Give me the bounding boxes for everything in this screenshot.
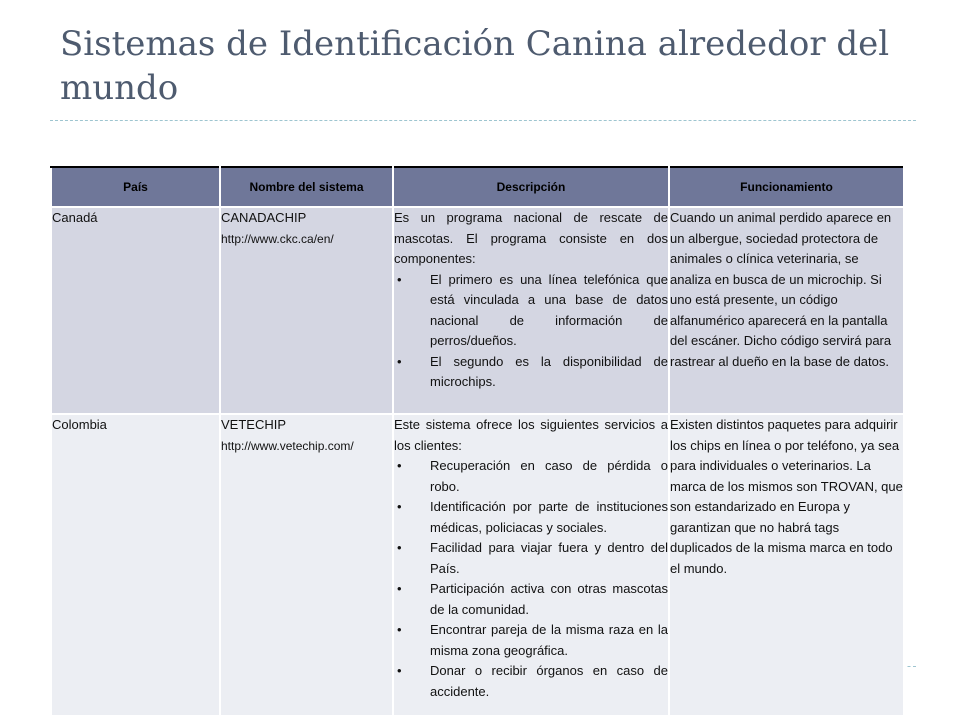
description-bullet: [394, 270, 668, 352]
system-name: CANADACHIP: [221, 210, 307, 225]
description-list: [394, 270, 668, 393]
bullet-text: Identificación por parte de instituciones médicas, policiacas y sociales.: [430, 499, 668, 535]
description-intro: Este sistema ofrece los siguientes servicios a los clientes:: [394, 417, 668, 453]
header-functioning: Funcionamiento: [669, 167, 904, 207]
bullet-icon: •: [397, 458, 402, 473]
description-bullet: [394, 538, 668, 579]
identification-systems-table: [50, 166, 905, 717]
description-bullet: [394, 456, 668, 497]
header-country: País: [51, 167, 220, 207]
description-list: [394, 456, 668, 702]
bullet-icon: •: [397, 540, 402, 555]
slide-title: Sistemas de Identificación Canina alrededor del mundo: [60, 24, 890, 108]
bullet-text: Donar o recibir órganos en caso de accidente.: [430, 663, 668, 699]
bullet-icon: •: [397, 353, 402, 369]
header-description: Descripción: [393, 167, 669, 207]
description-intro: Es un programa nacional de rescate de mascotas. El programa consiste en dos componentes:: [394, 210, 668, 266]
bullet-icon: •: [397, 622, 402, 637]
description-cell: [393, 207, 669, 414]
description-bullet: [394, 579, 668, 620]
bullet-text: Participación activa con otras mascotas de la comunidad.: [430, 581, 668, 617]
country-cell: Canadá: [51, 207, 220, 414]
system-name: VETECHIP: [221, 417, 287, 432]
country-cell: Colombia: [51, 414, 220, 716]
bullet-icon: •: [397, 663, 402, 678]
system-url: http://www.ckc.ca/en/: [221, 231, 334, 246]
description-bullet: [394, 497, 668, 538]
title-divider: [50, 120, 916, 121]
system-cell: [220, 414, 393, 716]
bullet-icon: •: [397, 581, 402, 596]
bullet-text: Encontrar pareja de la misma raza en la misma zona geográfica.: [430, 622, 668, 658]
description-bullet: [394, 661, 668, 702]
title-area: [0, 0, 960, 125]
system-cell: [220, 207, 393, 414]
table-row: [51, 414, 904, 716]
header-system-name: Nombre del sistema: [220, 167, 393, 207]
bullet-text: El segundo es la disponibilidad de microchips.: [430, 353, 668, 389]
functioning-cell: Existen distintos paquetes para adquirir los chips en línea o por teléfono, ya sea para individuales o veterinarios. La marca de los mismos son TROVAN, que son estandarizado en Europa y garantizan que no habrá tags duplicados de la misma marca en todo el mundo.: [669, 414, 904, 716]
functioning-cell: Cuando un animal perdido aparece en un albergue, sociedad protectora de animales o clínica veterinaria, se analiza en busca de un microchip. Si uno está presente, un código alfanumérico aparecerá en la pantalla del escáner. Dicho código servirá para rastrear al dueño en la base de datos.: [669, 207, 904, 414]
bullet-text: Facilidad para viajar fuera y dentro del País.: [430, 540, 668, 576]
description-bullet: [394, 352, 668, 393]
system-url: http://www.vetechip.com/: [221, 438, 354, 453]
description-bullet: [394, 620, 668, 661]
description-cell: [393, 414, 669, 716]
table-row: [51, 207, 904, 414]
table-header-row: [51, 167, 904, 207]
bullet-icon: •: [397, 271, 402, 287]
bullet-text: Recuperación en caso de pérdida o robo.: [430, 458, 668, 494]
bullet-text: El primero es una línea telefónica que está vinculada a una base de datos nacional de información de perros/dueños.: [430, 271, 668, 348]
bullet-icon: •: [397, 499, 402, 514]
